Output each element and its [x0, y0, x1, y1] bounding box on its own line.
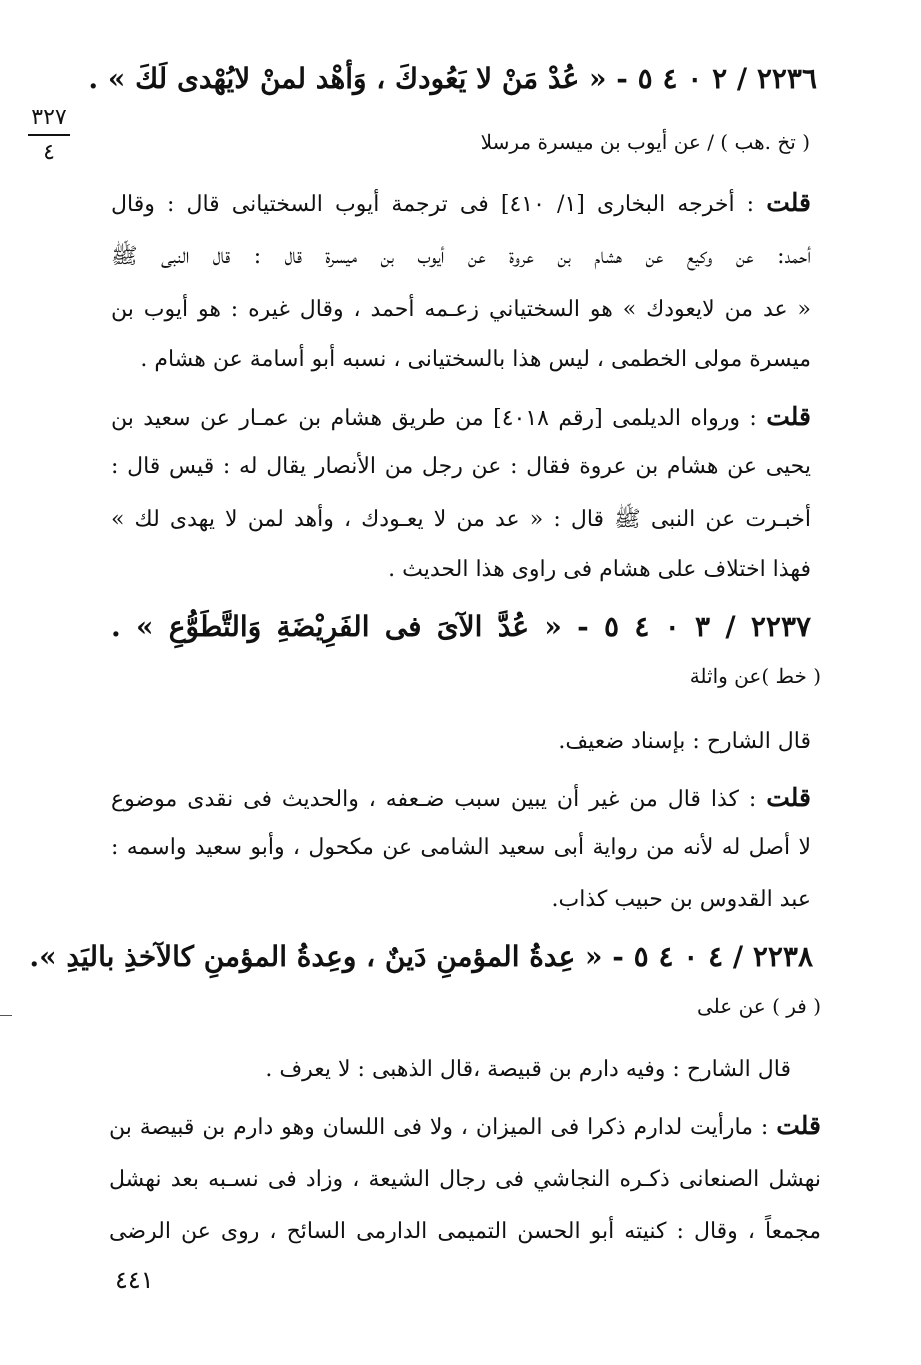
entry-2237-note-line-3: عبد القدوس بن حبيب كذاب.: [551, 887, 811, 912]
entry-2236-note-1-line-1: قلت : أخرجه البخارى [١/ ٤١٠] فى ترجمة أيوب السختيانى قال : وقال: [111, 188, 811, 217]
qult-label: قلت: [776, 1111, 821, 1140]
entry-2238-source: ( فر ) عن على: [696, 994, 821, 1018]
entry-2236-note-1-line-3: « عد من لايعودك » هو السختياني زعـمه أحمد ، وقال غيره : هو أيوب بن: [111, 297, 811, 322]
entry-2237-note-line-2: لا أصل له لأنه من رواية أبى سعيد الشامى عن مكحول ، وأبو سعيد واسمه :: [111, 835, 811, 860]
entry-2236-note-2-line-4: فهذا اختلاف على هشام فى راوى هذا الحديث .: [388, 557, 811, 582]
margin-number-bottom: ٤: [43, 140, 55, 165]
entry-2236-note-2-line-2: يحيى عن هشام بن عروة فقال : عن رجل من الأنصار يقال له : قيس قال :: [111, 454, 811, 479]
entry-2237-sharih: قال الشارح : بإسناد ضعيف.: [558, 729, 811, 754]
margin-volume-reference: [22, 103, 76, 168]
entry-2238-note-line-2: نهشل الصنعانى ذكـره النجاشي فى رجال الشيعة ، وزاد فى نسـبه بعد نهشل: [109, 1167, 821, 1192]
entry-2236-note-2-line-1: قلت : ورواه الديلمى [رقم ٤٠١٨] من طريق هشام بن عمـار عن سعيد بن: [111, 402, 811, 431]
entry-2236-note-1-line-4: ميسرة مولى الخطمى ، ليس هذا بالسختيانى ، نسبه أبو أسامة عن هشام .: [140, 347, 811, 372]
entry-2237-source: ( خط )عن واثلة: [689, 664, 821, 688]
entry-2237-note-line-1: قلت : كذا قال من غير أن يبين سبب ضـعفه ، والحديث فى نقدى موضوع: [111, 783, 811, 812]
qult-label: قلت: [766, 188, 811, 217]
scan-edge-mark: [0, 1015, 12, 1016]
entry-2238-note-line-1: قلت : مارأيت لدارم ذكرا فى الميزان ، ولا فى اللسان وهو دارم بن قبيصة بن: [109, 1111, 821, 1140]
page-number: ٤٤١: [115, 1266, 154, 1294]
entry-2238-heading: ٢٢٣٨ / ٤ ٠ ٤ ٥ - « عِدةُ المؤمنِ دَينٌ ، وعِدةُ المؤمنِ كالآخذِ باليَدِ ».: [29, 940, 813, 973]
entry-2236-note-2-line-3: أخبـرت عن النبى ﷺ قال : « عد من لا يعـودك ، وأهد لمن لا يهدى لك »: [111, 507, 811, 532]
entry-2236-source: ( تخ .هب ) / عن أيوب بن ميسرة مرسلا: [480, 130, 810, 154]
entry-2238-sharih: قال الشارح : وفيه دارم بن قبيصة ،قال الذهبى : لا يعرف .: [265, 1057, 791, 1082]
margin-number-top: ٣٢٧: [31, 105, 67, 130]
qult-label: قلت: [766, 783, 811, 812]
margin-rule: [28, 134, 70, 136]
entry-2238-note-line-3: مجمعاً ، وقال : كنيته أبو الحسن التميمى الدارمى السائح ، روى عن الرضى: [109, 1219, 821, 1244]
qult-label: قلت: [766, 402, 811, 431]
entry-2237-heading: ٢٢٣٧ / ٣ ٠ ٤ ٥ - « عُدَّ الآىَ فى الفَرِيْضَةِ وَالتَّطَوُّعِ » .: [111, 610, 812, 643]
entry-2236-heading: ٢٢٣٦ / ٢ ٠ ٤ ٥ - « عُدْ مَنْ لا يَعُودكَ ، وَأهْد لمنْ لايُهْدى لَكَ » .: [88, 62, 817, 95]
entry-2236-note-1-line-2: أحمد: عن وكيع عن هشام بن عروة عن أيوب بن ميسرة قال : قال النبى ﷺ: [111, 244, 811, 269]
